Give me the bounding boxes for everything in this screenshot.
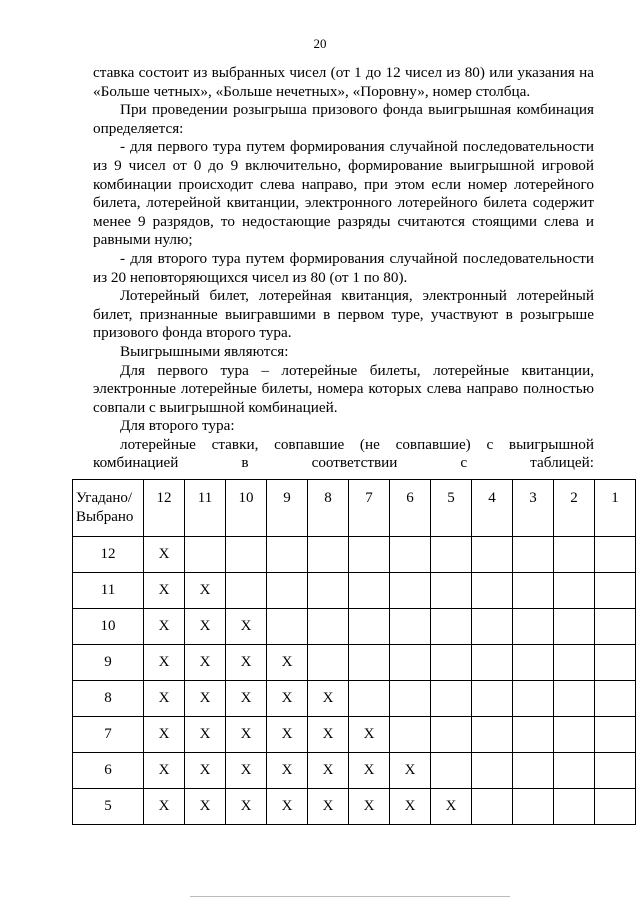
column-header: 10 — [226, 480, 267, 537]
table-cell — [308, 573, 349, 609]
table-cell: X — [185, 717, 226, 753]
paragraph-second-round-heading: Для второго тура: — [120, 417, 235, 435]
table-cell — [390, 681, 431, 717]
table-cell — [349, 537, 390, 573]
table-cell — [513, 681, 554, 717]
table-cell — [349, 645, 390, 681]
document-body — [93, 64, 594, 473]
table-row — [73, 537, 636, 573]
table-cell — [472, 537, 513, 573]
table-cell — [431, 645, 472, 681]
table-cell: X — [185, 645, 226, 681]
corner-label-chosen: Выбрано — [76, 509, 134, 525]
table-cell — [554, 537, 595, 573]
table-cell — [595, 681, 636, 717]
row-label: 12 — [73, 537, 144, 573]
paragraph-first-round-winners: Для первого тура – лотерейные билеты, лотерейные квитанции, электронные лотерейные билеты, номера которых слева направо полностью совпали с выигрышной комбинацией. — [93, 361, 594, 416]
table-cell — [349, 573, 390, 609]
table-cell: X — [390, 753, 431, 789]
table-cell: X — [226, 609, 267, 645]
table-cell — [308, 645, 349, 681]
table-cell — [226, 537, 267, 573]
table-cell: X — [144, 681, 185, 717]
table-row — [73, 753, 636, 789]
bottom-divider — [190, 896, 510, 897]
table-row — [73, 645, 636, 681]
row-label: 8 — [73, 681, 144, 717]
page-number: 20 — [313, 36, 327, 51]
table-cell — [431, 609, 472, 645]
table-cell: X — [185, 789, 226, 825]
table-cell — [595, 789, 636, 825]
table-cell: X — [144, 717, 185, 753]
table-cell — [472, 717, 513, 753]
table-cell: X — [185, 753, 226, 789]
table-cell — [390, 573, 431, 609]
table-cell: X — [226, 753, 267, 789]
table-header-row — [73, 480, 636, 537]
column-header: 8 — [308, 480, 349, 537]
column-header: 11 — [185, 480, 226, 537]
table-cell: X — [144, 537, 185, 573]
table-cell: X — [185, 609, 226, 645]
table-cell — [185, 537, 226, 573]
paragraph-first-round-combination: - для первого тура путем формирования случайной последовательности из 9 чисел от 0 до 9 включительно, формирование выигрышной игровой комбинации происходит слева направо, при этом если номер лотерейного билета, лотерейной квитанции, электронного лотерейного билета содержит менее 9 разрядов, то недостающие разряды считаются стоящими слева и равными нулю; — [93, 138, 594, 249]
table-cell — [431, 717, 472, 753]
column-header: 7 — [349, 480, 390, 537]
table-cell — [513, 789, 554, 825]
table-cell — [554, 753, 595, 789]
table-cell: X — [267, 717, 308, 753]
table-cell — [554, 573, 595, 609]
table-cell — [349, 609, 390, 645]
table-cell: X — [144, 609, 185, 645]
table-cell — [554, 681, 595, 717]
table-cell: X — [144, 645, 185, 681]
table-cell — [595, 537, 636, 573]
table-cell — [513, 573, 554, 609]
table-cell: X — [226, 717, 267, 753]
paragraph-table-intro: лотерейные ставки, совпавшие (не совпавшие) с выигрышной комбинацией в соответствии с таблицей: — [93, 435, 594, 472]
table-cell: X — [185, 681, 226, 717]
table-cell — [513, 717, 554, 753]
table-cell — [390, 537, 431, 573]
table-body — [73, 537, 636, 825]
table-cell — [472, 573, 513, 609]
table-cell — [267, 609, 308, 645]
table-cell: X — [308, 681, 349, 717]
column-header: 2 — [554, 480, 595, 537]
column-header: 1 — [595, 480, 636, 537]
column-header: 5 — [431, 480, 472, 537]
table-cell — [513, 645, 554, 681]
table-cell: X — [267, 753, 308, 789]
table-cell — [595, 753, 636, 789]
table-cell: X — [267, 645, 308, 681]
table-cell — [267, 537, 308, 573]
column-header: 12 — [144, 480, 185, 537]
table-cell — [431, 537, 472, 573]
table-cell — [595, 717, 636, 753]
table-cell — [390, 645, 431, 681]
column-header: 3 — [513, 480, 554, 537]
table-cell — [513, 609, 554, 645]
table-cell: X — [349, 753, 390, 789]
row-label: 10 — [73, 609, 144, 645]
table-cell — [554, 645, 595, 681]
table-cell: X — [226, 645, 267, 681]
table-cell — [472, 609, 513, 645]
table-cell: X — [226, 789, 267, 825]
column-header: 4 — [472, 480, 513, 537]
table-cell — [595, 609, 636, 645]
row-label: 11 — [73, 573, 144, 609]
matches-table — [72, 479, 636, 825]
table-cell — [308, 537, 349, 573]
table-cell — [390, 717, 431, 753]
paragraph-bet-description: ставка состоит из выбранных чисел (от 1 до 12 чисел из 80) или указания на «Больше четных», «Больше нечетных», «Поровну», номер столбца. — [93, 64, 594, 100]
table-cell — [472, 645, 513, 681]
row-label: 5 — [73, 789, 144, 825]
table-cell: X — [144, 573, 185, 609]
table-cell — [349, 681, 390, 717]
table-cell — [431, 753, 472, 789]
table-cell: X — [226, 681, 267, 717]
row-label: 7 — [73, 717, 144, 753]
table-row — [73, 717, 636, 753]
table-cell: X — [144, 789, 185, 825]
table-cell: X — [185, 573, 226, 609]
table-cell: X — [431, 789, 472, 825]
table-cell: X — [349, 717, 390, 753]
table-cell — [267, 573, 308, 609]
table-cell: X — [267, 789, 308, 825]
table-cell — [472, 681, 513, 717]
table-cell: X — [308, 717, 349, 753]
table-cell — [513, 537, 554, 573]
table-row — [73, 609, 636, 645]
row-label: 9 — [73, 645, 144, 681]
table-cell: X — [144, 753, 185, 789]
column-header: 9 — [267, 480, 308, 537]
table-row — [73, 789, 636, 825]
column-header: 6 — [390, 480, 431, 537]
table-cell — [595, 645, 636, 681]
table-row — [73, 681, 636, 717]
table-cell — [513, 753, 554, 789]
table-cell — [595, 573, 636, 609]
table-cell — [226, 573, 267, 609]
table-cell — [472, 753, 513, 789]
table-cell: X — [267, 681, 308, 717]
table-cell: X — [308, 753, 349, 789]
paragraph-second-round-combination: - для второго тура путем формирования случайной последовательности из 20 неповторяющихся чисел из 80 (от 1 по 80). — [93, 249, 594, 286]
table-cell — [390, 609, 431, 645]
paragraph-draw-intro: При проведении розыгрыша призового фонда выигрышная комбинация определяется: — [93, 101, 594, 137]
corner-label-guessed: Угадано/ — [76, 490, 133, 506]
table-cell: X — [349, 789, 390, 825]
table-cell — [431, 681, 472, 717]
table-corner-header — [73, 480, 144, 537]
table-cell: X — [308, 789, 349, 825]
table-cell — [554, 789, 595, 825]
paragraph-second-round-participation: Лотерейный билет, лотерейная квитанция, электронный лотерейный билет, признанные выигравшими в первом туре, участвуют в розыгрыше призового фонда второго тура. — [93, 287, 594, 342]
table-cell — [431, 573, 472, 609]
paragraph-winners-heading: Выигрышными являются: — [120, 342, 289, 360]
row-label: 6 — [73, 753, 144, 789]
table-row — [73, 573, 636, 609]
table-cell — [554, 609, 595, 645]
table-cell — [472, 789, 513, 825]
table-cell — [554, 717, 595, 753]
table-cell: X — [390, 789, 431, 825]
table-cell — [308, 609, 349, 645]
